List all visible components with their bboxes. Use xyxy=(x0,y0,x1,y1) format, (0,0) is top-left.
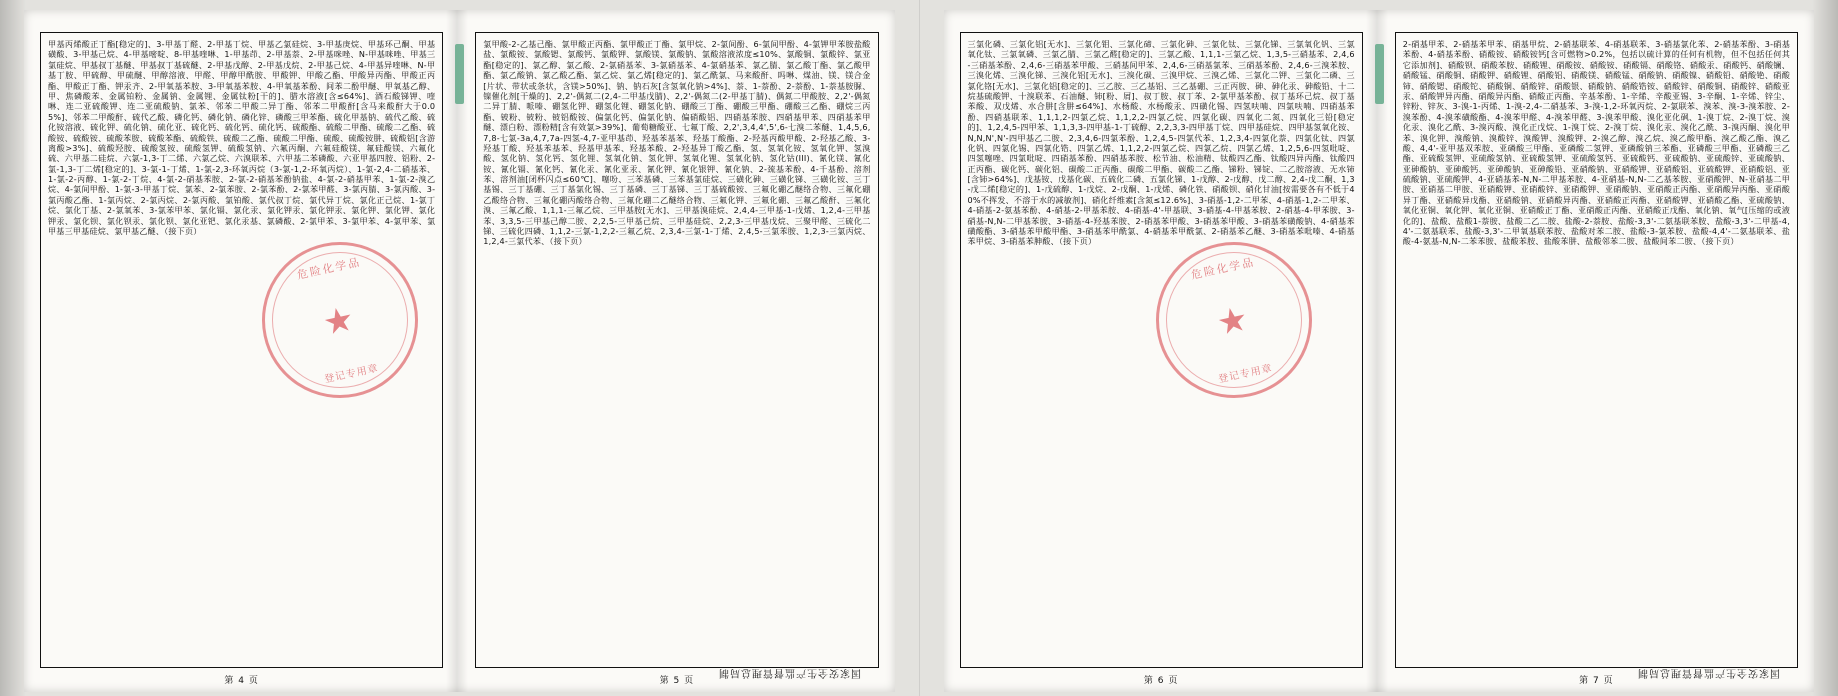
page-6 xyxy=(944,10,1379,692)
right-scan xyxy=(919,0,1838,696)
page-7-number: 第 7 页 xyxy=(1579,676,1614,686)
page-7-text: 2-硝基甲苯、2-硝基苯甲苯、硝基甲烷、2-硝基联苯、4-硝基联苯、3-硝基氯化苯、2-硝基苯酚、3-硝基苯酚、4-硝基苯酚、硝酸铵、硝酸铵钙[含可燃物>0.2%，包括以硫计算的任何有机物，但不包括任何其它添加剂]、硝酸钡、硝酸苯胺、硝酸锂、硝酸铵、硝酸铵、硝酸镉、硝酸铬、硝酸汞、硝酸钙、硝酸镧、硝酸锰、硝酸铜、硝酸钾、硝酸锂、硝酸铝、硝酸镁、硝酸锰、硝酸钠、硝酸镍、硝酸铅、硝酸铯、硝酸铈、硝酸锶、硝酸铊、硝酸铜、硝酸锌、硝酸银、硝酸钠、硝酸锆铵、硝酸锌、硝酸铜、硝酸锌、硝酸亚汞、硝酸钾异丙酯、硝酸异丙酯、硝酸正丙酯、辛基苯酚、1-辛烯、辛酸亚锡、3-辛酮、1-辛烯、锌尘、锌粉、锌灰、3-溴-1-丙烯、1-溴-2,4-二硝基苯、3-溴-1,2-环氧丙烷、2-氯联苯、溴苯、溴-3-溴苯胺、2-溴苯酚、4-溴苯磺酸酯、4-溴苯甲醛、4-溴苯甲醛、3-溴苯甲酸、溴化亚化砜、1-溴丁烷、2-溴丁烷、溴化汞、溴化乙酰、3-溴丙酸、溴化正戊烷、1-溴丁烷、2-溴丁烷、溴化汞、溴化乙酰、3-溴丙酮、溴化甲苯、溴化钾、溴酸钠、溴酸锌、溴酸钾、溴酸钾、2-溴乙醇、溴乙烷、溴乙酸甲酯、溴乙酸乙酯、溴乙酸、4,4'-亚甲基双苯胺、亚磷酸三甲酯、亚磷酸二氢钾、亚磷酸钠三苯酯、亚磷酸三甲酯、亚磷酸三乙酯、亚硫酸氢钾、亚硫酸氢钠、亚硫酸氢钾、亚硫酸氢钙、亚硫酸钙、亚硫酸钠、亚硫酸锌、亚硫酸钠、亚砷酸钠、亚砷酸钙、亚砷酸钠、亚砷酸铅、亚硝酸钠、亚硝酸钾、亚硝酸铝、亚硫酸钾、亚硝酸铝、亚硫酸钠、亚硫酸钾、4-亚硝基苯-N,N-二甲基苯胺、4-亚硝基-N,N-二乙基苯胺、亚硝酸钾、N-亚硝基二甲胺、亚硝基二甲胺、亚硝酸钾、亚硝酸锌、亚硝酸钾、亚硝酸钠、亚硝酸正丙酯、亚硝酸异丙酯、亚硝酸异丁酯、亚硝酸异戊酯、亚硝酸钠、亚硝酸异丙酯、亚硝酸正丙酯、亚硝酸钾、亚硝酸乙酯、亚硫酸钠、氧化亚铜、氧化钾、氧化亚铜、亚硝酸正丁酯、亚硝酸正丙酯、亚硝酸正戊酯、氧化钠、氧气[压缩的或液化的]、盐酸、盐酸1-萘胺、盐酸二乙二胺、盐酸-2-萘胺、盐酸-3,3'-二氨基联苯胺、盐酸-3,3'-二甲基-4,4'-二氨基联苯、盐酸-3,3'-二甲氧基联苯胺、盐酸对苯二胺、盐酸-3-氯苯胺、盐酸-4,4'-二氨基联苯、盐酸-4-氨基-N,N-二苯苯胺、盐酸苯胺、盐酸苯肼、盐酸邻苯二胺、盐酸间苯二胺、（接下页） xyxy=(1402,39,1790,247)
page-5-number: 第 5 页 xyxy=(659,676,695,686)
page-7 xyxy=(1379,10,1814,692)
page-4-frame xyxy=(40,32,443,668)
left-scan-edge-shadow xyxy=(0,0,26,696)
page-4-text: 甲基丙烯酸正丁酯[稳定的]、3-甲基丁醛、2-甲基丁烷、甲基乙氯硅烷、3-甲基庚烷、甲基环己酮、甲基磺酸、3-甲基己烷、4-甲基嘧啶、8-甲基喹啉、1-甲基茚、2-甲基萘、2-甲基咪唑、N-甲基咪唑、甲基三氯硅烷、甲基叔丁基醚、甲基叔丁基硫醚、2-甲基戊醇、2-甲基戊烷、2-甲基己烷、4-甲基异喹啉、N-甲基丁胺、甲硫醇、甲硫醚、甲醇溶液、甲醛、甲醇甲酰胺、甲酸钾、甲酸乙酯、甲酸异丙酯、甲酸正丙酯、甲酸正丁酯、钾汞齐、2-甲氧基苯胺、3-甲氧基苯胺、4-甲氧基苯酚、间苯二酚甲醚、甲氧基乙醇、甲、焦磷酸苯、金属铂粉、金属钠、金属锂、金属钛粉[干的]、腊水溶液[含≤64%]、酒石酸锑钾、喹啉、连二亚硫酸钾、连二亚硫酸钠、氯苯、邻苯二甲酸二异丁酯、邻苯二甲酸酐[含马来酸酐大于0.05%]、邻苯二甲酸酐、硫代乙酸、磷化钙、磷化钠、磷化锌、磷酸三甲苯酯、硫化甲基钠、硫代乙酸、硫化铵溶液、硫化钾、硫化钠、硫化亚、硫化钙、硫化钙、硫化钙、硫酸酯、硫酸二甲酯、硫酸二乙酯、硫酸铵、硫酸铵、硫酸苯胺、硫酸苯酯、硫酸铁、硫酸二乙酯、硫酸二甲酯、硫酸、硫酸铵肼、硫酸铝[含游离酸>3%]、硫酸羟胺、硫酸氢铵、硫酸氢钾、硫酸氢钠、六氟丙酮、六氟硅酸镁、氟硅酸镁、六氟化硫、六甲基二硅烷、六氯-1,3-丁二烯、六氯乙烷、六溴联苯、六甲基二苯磷酸、六亚甲基四胺、铝粉、2-氯-1,3-丁二烯[稳定的]、3-氯-1-丁烯、1-氯-2,3-环氧丙烷（3-氯-1,2-环氧丙烷）、1-氯-2,4-二硝基苯、1-氯-2-丙醇、1-氯-2-丁烷、4-氯-2-硝基苯胺、2-氯-2-硝基苯酚钠盐、4-氯-2-硝基甲苯、1-氯-2-溴乙烷、4-氯间甲酚、1-氯-3-甲基丁烷、氯苯、2-氯苯胺、2-氯苯酚、2-氯苯甲醛、3-氯丙腈、3-氯丙酸、3-氯丙酸乙酯、1-氯丙烷、2-氯丙烷、2-氯丙酸、氯铂酸、氯代叔丁烷、氯代异丁烷、氯化正己烷、1-氯丁烷、氯化丁基、2-氯氧苯、3-氯苯甲苯、氯化镉、氯化汞、氯化钾汞、氯化钾汞、氯化钾、氯化钾、氯化钾汞、氯化钡、氯化钡汞、氯化钡、氯化亚钯、氯化汞基、氯磷酸、2-氯甲苯、3-氯甲苯、4-氯甲苯、氯甲基三甲基硅烷、氯甲基乙醚、（接下页） xyxy=(48,39,436,237)
right-pages xyxy=(944,10,1815,692)
page-5 xyxy=(459,10,894,692)
stamp-top-text-right: 危险化学品 xyxy=(1189,255,1256,282)
page-7-frame xyxy=(1395,32,1798,668)
red-official-stamp: 危险化学品 ★ 登记专用章 xyxy=(247,227,432,412)
left-pages xyxy=(24,10,895,692)
stamp-bottom-text: 登记专用章 xyxy=(323,363,380,386)
stamp-top-text: 危险化学品 xyxy=(295,255,363,282)
left-sheet xyxy=(24,10,895,692)
red-official-stamp-right: 危险化学品 ★ 登记专用章 xyxy=(1141,227,1326,412)
right-sheet xyxy=(944,10,1815,692)
right-scan-edge-shadow xyxy=(1812,0,1838,696)
page-5-text: 氯甲酸-2-乙基己酯、氯甲酸正丙酯、氯甲酸正丁酯、氯甲烷、2-氯间酚、6-氯间甲酚、4-氯钾甲苯胺盐酸盐、氯酸铵、氯酸锶、氯酸钙、氯酸钾、氯酸镁、氯酸钠、氯酸溶液浓度≤10%、氯酸铜、氯酸锌、氯亚酯[稳定的]、氯乙醇、氯乙酸、2-氯硝基苯、3-氯硝基苯、4-氯硝基苯、氯乙腈、氯乙酸丁酯、氯乙酸甲酯、氯乙酸钠、氯乙酸乙酯、氯乙烷、氯乙烯[稳定的]、氯乙酰氯、马来酸酐、吗啉、煤油、镁、镁合金[片状、带状或条状，含镁>50%]、钠、钠石灰[含氢氧化钠>4%]、萘、1-萘酚、2-萘酚、1-萘基胺脲、镍催化剂[干燥的]、2,2'-偶氮二(2,4-二甲基戊腈)、2,2'-偶氮二(2-甲基丁腈)、偶氮二甲酸胺、2,2'-偶氮二异丁腈、哌嗪、硼氢化钾、硼氢化锂、硼氢化钠、硼酸三丁酯、硼酸三甲酯、硼酸三乙酯、硼烷三丙酯、铍粉、铍粉、铍铝酸铵、偏氯化钙、偏氯化钠、偏硝酸铝、四硝基苯胺、四硝基甲苯、四硝基苯甲醚、漂白粉、漂粉精[含有效氯>39%]、葡萄糖酸亚、七氟丁酸、2,2',3,4,4',5',6-七溴二苯醚、1,4,5,6,7,8-七氯-3a,4,7,7a-四氢-4,7-亚甲基茚、羟基苯基苯、羟基丁酸酯、2-羟基丙酸甲酸、2-羟基乙酸、3-羟基丁酸、羟基苯基苯、羟基甲基苯、羟基苯酸、2-羟基异丁酸乙酯、氢、氢氧化铵、氢氧化钾、氢溴酸、氢化钠、氢化钙、氢化锂、氢氧化钠、氢化钾、氢氧化锂、氢氧化钠、氢化钴(III)、氰化镁、氰化铵、氰化镉、氰化钙、氰化汞、氰化亚汞、氰化钾、氰化银钾、氰化钠、2-巯基苯酚、4-千基酚、溶剂苯、溶剂油[闭杯闪点≤60℃]、噻吩、三苯基磷、三苯基氯硅烷、三磺化砷、三磺化锑、三磺化铵、三丁基锡、三丁基硼、三丁基氯化锡、三丁基磷、三丁基锑、三丁基硫酸铵、三氟化硼乙醚络合物、三氟化硼乙酸络合物、三氟化硼丙酸络合物、三氟化硼二乙醚络合物、三氟化钾、三氟化硼、三氟乙酸酐、三氟化溴、三氟乙酸、1,1,1-三氟乙烷、三甲基胺[无水]、三甲基溴硅烷、2,4,4-三甲基-1-戊烯、1,2,4-三甲基苯、3,3,5-三甲基己醇二胺、2,2,5-三甲基己烷、三甲基硅烷、2,2,3-三甲基戊烷、三聚甲醛、三硫化二锑、三硫化四磷、1,1,2-三氯-1,2,2-三氟乙烷、2,3,4-三氯-1-丁烯、2,4,5-三氯苯胺、1,2,3-三氯丙烷、1,2,4-三氯代苯、（接下页） xyxy=(483,39,871,247)
page-5-frame xyxy=(475,32,878,668)
page-4 xyxy=(24,10,459,692)
page-4-number: 第 4 页 xyxy=(224,676,259,686)
page-6-text: 三氯化磷、三氯化铝[无水]、三氯化钼、三氯化碲、三氯化砷、三氯化钛、三氯化锑、三氯氧化钒、三氯氧化钛、三氯氧磷、三氯乙腈、三氯乙醛[稳定的]、三氯乙酸、1,1,1-三氯乙烷、1,3,5-三硝基苯、2,4,6-三硝基苯酚、2,4,6-三硝基苯甲酸、三硝基间甲苯、2,4,6-三硝基氯苯、三硝基苯酚、2,4,6-三溴苯胺、三溴化烯、三溴化锑、三溴化铝[无水]、三溴化碳、三溴甲烷、三溴乙烯、三氯化二钾、三氯化二磷、三氯化铬[无水]、三氯化铝[稳定的]、三乙胺、三乙基铝、三乙基硼、三正丙胺、砷、砷化汞、砷酸铅、十二烷基硫酸钾、十溴联苯、石油醚、铈[粉、屑]、叔丁胺、叔丁苯、2-氯甲基苯酚、叔丁基环己烷、叔丁基苯酸、双戊烯、水合肼[含肼≤64%]、水杨酸、水杨酸汞、四磺化锡、四氢呋喃、四氯呋喃、四硝基苯酚、四硝基联苯、1,1,1,2-四氯乙烷、1,1,2,2-四氯乙烷、四氯化碳、四氧化二氮、四氧化三铅[稳定的]、1,2,4,5-四甲苯、1,1,3,3-四甲基-1-丁硫醇、2,2,3,3-四甲基丁烷、四甲基硅烷、四甲基氢氧化铵、N,N,N',N'-四甲基乙二胺、2,3,4,6-四氯苯酚、1,2,4,5-四氯代苯、1,2,3,4-四氯化萘、四氯化钛、四氯化钒、四氯化锡、四氯化锆、四氯乙烯、1,1,2,2-四氯乙烷、四氯乙烷、四氯乙烯、1,2,5,6-四氢吡啶、四氢噻唑、四氯吡啶、四硝基苯酚、四硝基苯胺、松节油、松油精、钛酸四乙酯、钛酸四异丙酯、钛酸四正丙酯、碳化钙、碳化铝、碳酸二正丙酯、碳酸二甲酯、碳酸二乙酯、锑粉、锑锭、二乙胺溶液、无水铈[含铈>64%]、戊基铵、戊基化碳、五硫化二磷、五氯化锑、1-戊醇、2-戊醇、戊二醇、2,4-戊二酮、1,3-戊二烯[稳定的]、1-戊硫醇、1-戊烷、2-戊酮、1-戊烯、磷化铁、硝酸钡、硝化甘油[按需要各有不低于40%不挥发、不溶于水的减敏剂]、硝化纤维素[含氮≤12.6%]、3-硝基-1,2-二甲苯、4-硝基-1,2-二甲苯、4-硝基-2-氨基苯酚、4-硝基-2-甲基苯胺、4-硝基-4'-甲基联、3-硝基-4-甲基苯胺、2-硝基-4-甲苯胺、3-硝基-N,N-二甲基苯胺、3-硝基-4-羟基苯胺、2-硝基苯甲酸、3-硝基苯甲酸、3-硝基苯磺酸钠、4-硝基苯磺酸酯、3-硝基苯甲酸甲酯、3-硝基苯甲酰氯、4-硝基苯甲酰氯、2-硝基苯乙醚、3-硝基苯吡嗪、4-硝基苯甲烷、3-硝基苯胂酸、（接下页） xyxy=(967,39,1355,247)
left-footer-note: 国家安全生产监督管理总局制 xyxy=(717,667,861,678)
page-6-number: 第 6 页 xyxy=(1143,676,1179,686)
right-footer-note: 国家安全生产监督管理总局制 xyxy=(1637,667,1780,678)
stamp-bottom-text-right: 登记专用章 xyxy=(1216,363,1274,386)
page-6-frame xyxy=(960,32,1363,668)
